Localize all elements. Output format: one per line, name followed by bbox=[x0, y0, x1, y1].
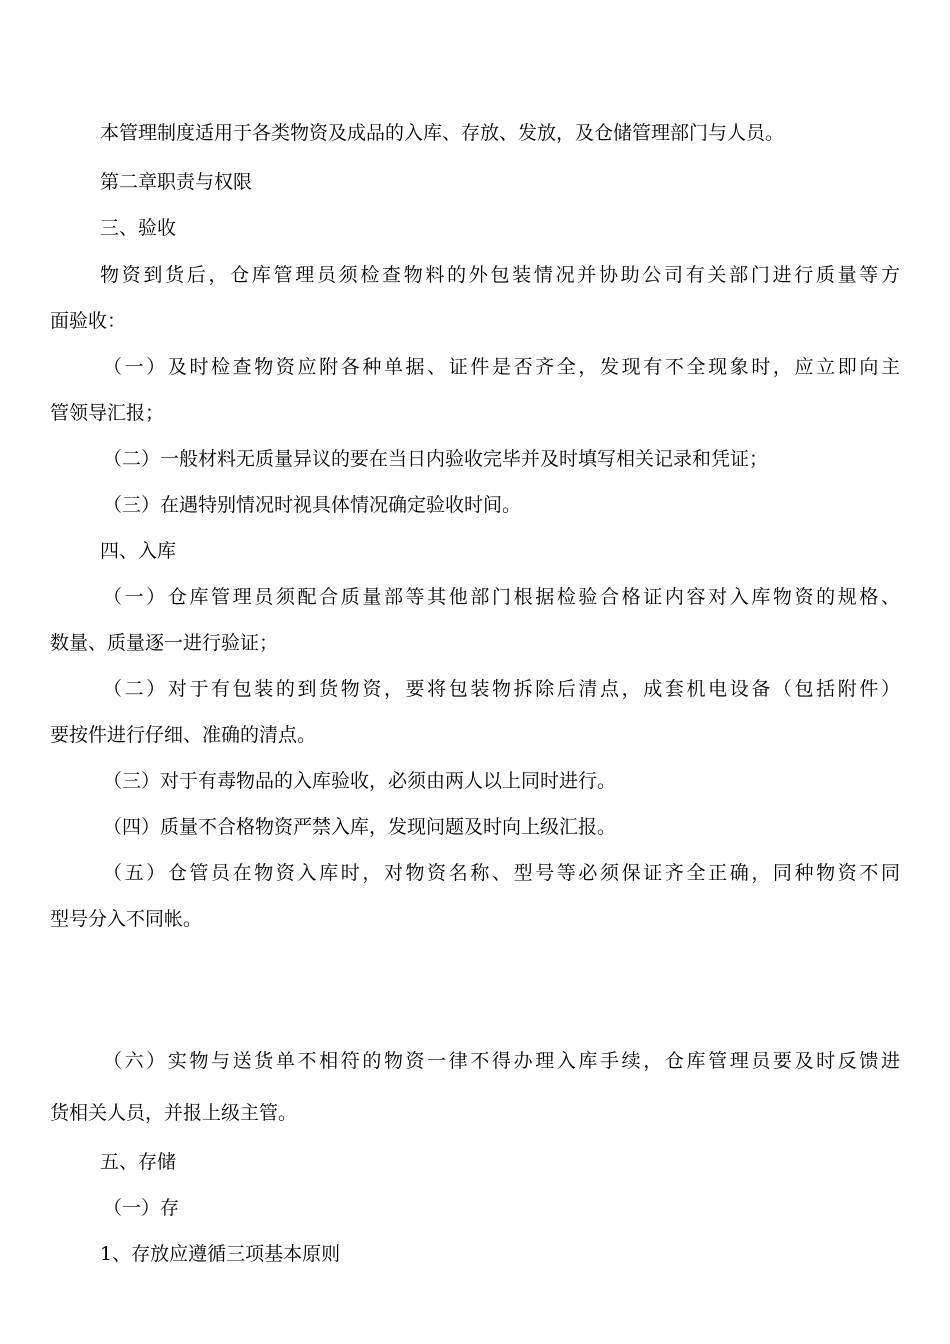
subsection-heading-store: （一）存 bbox=[103, 1197, 180, 1219]
list-item-warehousing-6-line-1: （六）实物与送货单不相符的物资一律不得办理入库手续，仓库管理员要及时反馈进 bbox=[103, 1050, 900, 1072]
paragraph-scope: 本管理制度适用于各类物资及成品的入库、存放、发放，及仓储管理部门与人员。 bbox=[100, 122, 785, 144]
section-heading-warehousing: 四、入库 bbox=[100, 540, 177, 562]
list-item-warehousing-4: （四）质量不合格物资严禁入库，发现问题及时向上级汇报。 bbox=[103, 816, 617, 838]
list-item-acceptance-2: （二）一般材料无质量异议的要在当日内验收完毕并及时填写相关记录和凭证； bbox=[103, 448, 769, 470]
list-item-warehousing-5-line-1: （五）仓管员在物资入库时，对物资名称、型号等必须保证齐全正确，同种物资不同 bbox=[103, 862, 900, 884]
section-heading-storage: 五、存储 bbox=[100, 1151, 177, 1173]
paragraph-acceptance-line-2: 面验收： bbox=[50, 310, 127, 332]
list-item-warehousing-1-line-2: 数量、质量逐一进行验证； bbox=[50, 632, 279, 654]
list-item-warehousing-6-line-2: 货相关人员，并报上级主管。 bbox=[50, 1102, 298, 1124]
subsection-item-storage-principles: 1、存放应遵循三项基本原则 bbox=[100, 1243, 341, 1265]
list-item-acceptance-3: （三）在遇特别情况时视具体情况确定验收时间。 bbox=[103, 494, 522, 516]
list-item-warehousing-3: （三）对于有毒物品的入库验收，必须由两人以上同时进行。 bbox=[103, 770, 617, 792]
list-item-warehousing-1-line-1: （一）仓库管理员须配合质量部等其他部门根据检验合格证内容对入库物资的规格、 bbox=[103, 586, 900, 608]
list-item-acceptance-1-line-2: 管领导汇报； bbox=[50, 402, 165, 424]
list-item-warehousing-2-line-2: 要按件进行仔细、准确的清点。 bbox=[50, 724, 317, 746]
list-item-acceptance-1-line-1: （一）及时检查物资应附各种单据、证件是否齐全，发现有不全现象时，应立即向主 bbox=[103, 356, 900, 378]
list-item-warehousing-2-line-1: （二）对于有包装的到货物资，要将包装物拆除后清点，成套机电设备（包括附件） bbox=[103, 678, 900, 700]
section-heading-acceptance: 三、验收 bbox=[100, 217, 177, 239]
paragraph-acceptance-line-1: 物资到货后，仓库管理员须检查物料的外包装情况并协助公司有关部门进行质量等方 bbox=[100, 264, 900, 286]
list-item-warehousing-5-line-2: 型号分入不同帐。 bbox=[50, 908, 203, 930]
chapter-heading: 第二章职责与权限 bbox=[100, 171, 253, 193]
